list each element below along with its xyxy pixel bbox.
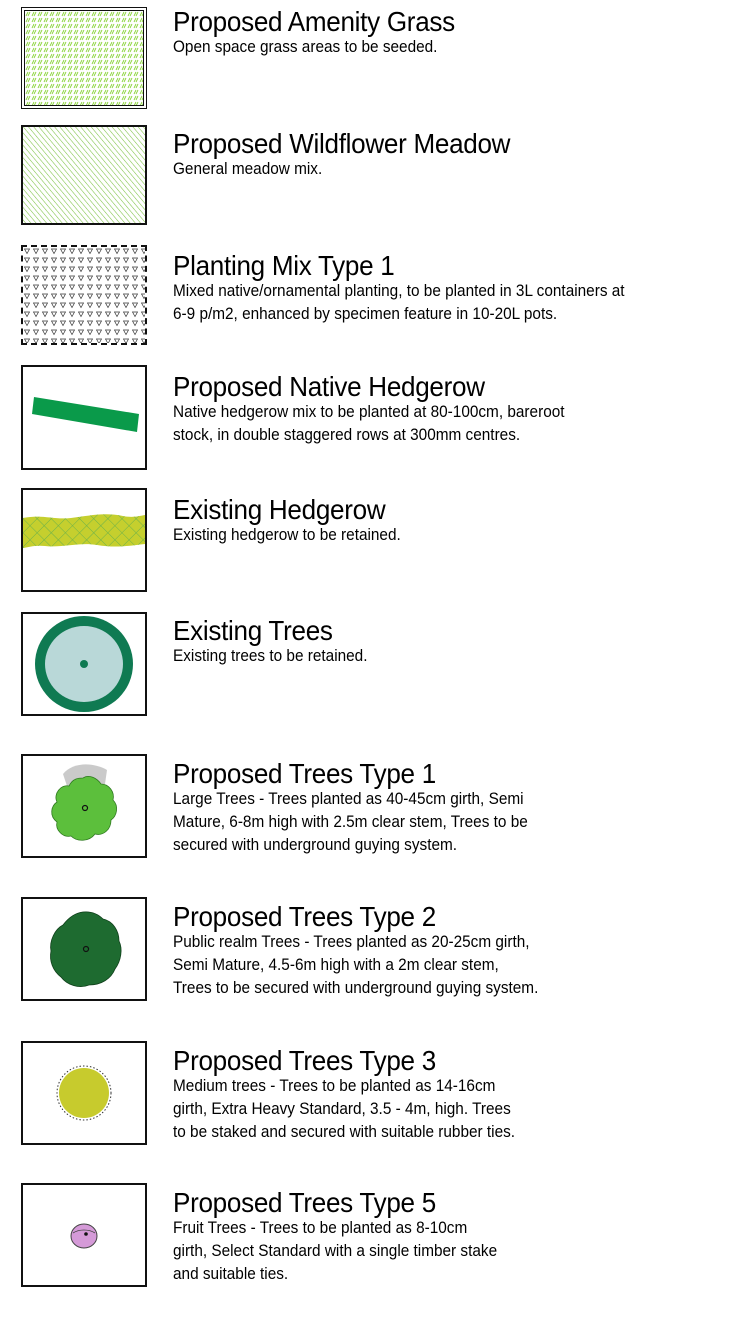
tree-type-2-icon (23, 899, 145, 999)
item-title: Proposed Trees Type 5 (173, 1187, 436, 1218)
item-description: Native hedgerow mix to be planted at 80-100cm, bareroot stock, in double staggered rows at 300mm centres. (173, 403, 565, 444)
trees-type-2-swatch (21, 897, 147, 1001)
item-title: Existing Trees (173, 615, 333, 646)
item-description: Large Trees - Trees planted as 40-45cm girth, Semi Mature, 6-8m high with 2.5m clear stem, Trees to be secured with underground guying system. (173, 790, 528, 854)
wildflower-meadow-swatch (21, 125, 147, 225)
trees-type-5-swatch (21, 1183, 147, 1287)
item-title: Proposed Trees Type 3 (173, 1045, 436, 1076)
item-description: Mixed native/ornamental planting, to be planted in 3L containers at 6-9 p/m2, enhanced by specimen feature in 10-20L pots. (173, 282, 625, 323)
native-hedgerow-swatch (21, 365, 147, 470)
tree-type-5-icon (23, 1185, 145, 1285)
existing-hedgerow-icon (23, 490, 145, 590)
item-title: Existing Hedgerow (173, 494, 386, 525)
item-title: Proposed Amenity Grass (173, 6, 455, 37)
item-title: Proposed Wildflower Meadow (173, 128, 511, 159)
native-hedgerow-icon (23, 367, 145, 468)
item-description: Public realm Trees - Trees planted as 20-25cm girth, Semi Mature, 4.5-6m high with a 2m clear stem, Trees to be secured with underground guying system. (173, 933, 539, 997)
tree-type-1-icon (23, 756, 145, 856)
item-description: Medium trees - Trees to be planted as 14-16cm girth, Extra Heavy Standard, 3.5 - 4m, high. Trees to be staked and secured with suitable rubber ties. (173, 1077, 516, 1141)
existing-hedgerow-swatch (21, 488, 147, 592)
item-title: Proposed Trees Type 1 (173, 758, 436, 789)
existing-tree-icon (23, 614, 145, 714)
tree-type-3-icon (23, 1043, 145, 1143)
item-description: Existing trees to be retained. (173, 647, 368, 665)
triangle-pattern-icon (23, 247, 145, 343)
item-description: Fruit Trees - Trees to be planted as 8-10cm girth, Select Standard with a single timber stake and suitable ties. (173, 1219, 498, 1283)
item-description: Open space grass areas to be seeded. (173, 38, 438, 56)
item-description: General meadow mix. (173, 160, 323, 178)
item-description: Existing hedgerow to be retained. (173, 526, 401, 544)
meadow-hatch-pattern-icon (23, 127, 145, 223)
amenity-grass-pattern-icon (25, 11, 143, 105)
trees-type-1-swatch (21, 754, 147, 858)
item-title: Proposed Native Hedgerow (173, 371, 485, 402)
item-title: Proposed Trees Type 2 (173, 901, 436, 932)
existing-trees-swatch (21, 612, 147, 716)
trees-type-3-swatch (21, 1041, 147, 1145)
amenity-grass-swatch (21, 7, 147, 109)
item-title: Planting Mix Type 1 (173, 250, 395, 281)
planting-mix-swatch (21, 245, 147, 345)
